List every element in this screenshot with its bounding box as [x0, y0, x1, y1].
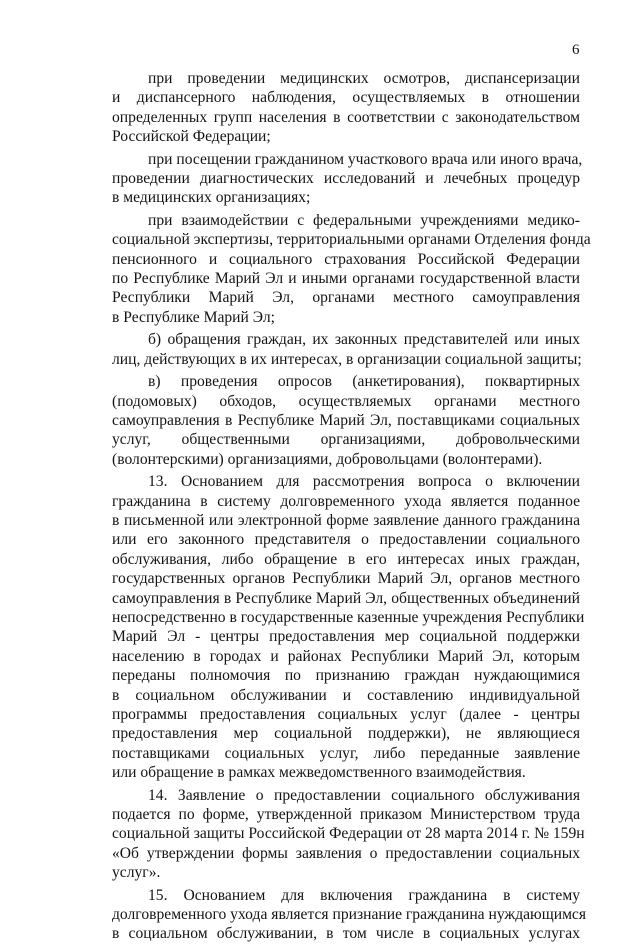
text-line: при посещении гражданином участкового врача или иного врача,	[148, 150, 583, 168]
text-line: 15. Основанием для включения гражданина в систему	[148, 886, 580, 904]
text-line: (подомовых) обходов, осуществляемых органами местного	[112, 392, 580, 410]
text-line: населению в городах и районах Республики Марий Эл, которым	[112, 647, 580, 665]
text-line: Республики Марий Эл, органами местного самоуправления	[112, 289, 580, 307]
text-line: в Республике Марий Эл;	[112, 308, 275, 326]
text-line: самоуправления в Республике Марий Эл, общественных объединений	[112, 589, 580, 607]
paragraph	[112, 372, 580, 469]
text-line: поставщиками социальных услуг, либо переданные заявление	[112, 744, 580, 762]
text-line: или его законного представителя о предоставлении социального	[112, 531, 580, 549]
text-line: пенсионного и социального страхования Российской Федерации	[112, 250, 580, 268]
text-line: подается по форме, утвержденной приказом Министерством труда	[112, 806, 580, 824]
text-line: предоставления мер социальной поддержки), не являющиеся	[112, 725, 580, 743]
text-line: и диспансерного наблюдения, осуществляемых в отношении	[112, 89, 580, 107]
text-line: долговременного ухода является признание гражданина нуждающимся	[112, 906, 587, 924]
text-line: гражданина в систему долговременного ухода является поданное	[112, 492, 580, 510]
text-line: программы предоставления социальных услуг (далее - центры	[112, 706, 580, 723]
text-line: по Республике Марий Эл и иными органами государственной власти	[112, 270, 580, 288]
text-line: или обращение в рамках межведомственного взаимодействия.	[112, 764, 526, 782]
text-line: в медицинских организациях;	[112, 189, 311, 207]
text-line: самоуправления в Республике Марий Эл, поставщиками социальных	[112, 411, 580, 429]
paragraph	[112, 786, 585, 883]
text-line: в) проведения опросов (анкетирования), поквартирных	[148, 373, 580, 391]
text-line: Российской Федерации;	[112, 128, 271, 146]
text-line: в письменной или электронной форме заявление данного гражданина	[112, 511, 580, 529]
text-line: лиц, действующих в их интересах, в организации социальной защиты;	[112, 350, 582, 368]
text-line: социальной защиты Российской Федерации от 28 марта 2014 г. № 159н	[112, 825, 585, 843]
text-line: услуг».	[112, 864, 161, 882]
text-line: б) обращения граждан, их законных представителей или иных	[148, 331, 580, 349]
document-body	[112, 69, 591, 944]
text-line: при взаимодействии с федеральными учреждениями медико-	[148, 211, 580, 229]
text-line: (волонтерскими) организациями, добровольцами (волонтерами).	[112, 450, 543, 468]
paragraph	[112, 886, 587, 944]
paragraph	[112, 472, 585, 783]
text-line: в социальном обслуживании и составлению индивидуальной	[112, 686, 580, 704]
text-line: переданы полномочия по признанию граждан нуждающимися	[112, 667, 580, 685]
text-line: социальной экспертизы, территориальными органами Отделения фонда	[112, 231, 591, 249]
text-line: при проведении медицинских осмотров, диспансеризации	[148, 70, 580, 87]
text-line: определенных групп населения в соответствии с законодательством	[112, 108, 580, 126]
text-line: непосредственно в государственные казенные учреждения Республики	[112, 608, 585, 626]
text-line: обслуживания, либо обращение в его интересах иных граждан,	[112, 550, 580, 568]
text-line: 14. Заявление о предоставлении социального обслуживания	[148, 786, 580, 804]
text-line: услуг, общественными организациями, добровольческими	[112, 431, 580, 449]
text-line: 13. Основанием для рассмотрения вопроса о включении	[148, 473, 580, 491]
paragraph	[112, 150, 583, 208]
text-line: проведении диагностических исследований и лечебных процедур	[112, 170, 580, 188]
paragraph	[112, 211, 591, 327]
paragraph	[112, 330, 580, 369]
text-line: государственных органов Республики Марий Эл, органов местного	[112, 570, 580, 588]
text-line: в социальном обслуживании, в том числе в социальных услугах	[112, 925, 580, 943]
text-line: «Об утверждении формы заявления о предоставлении социальных	[112, 844, 580, 862]
page-number: 6	[572, 42, 580, 58]
text-line: Марий Эл - центры предоставления мер социальной поддержки	[112, 628, 580, 646]
paragraph	[112, 69, 580, 147]
